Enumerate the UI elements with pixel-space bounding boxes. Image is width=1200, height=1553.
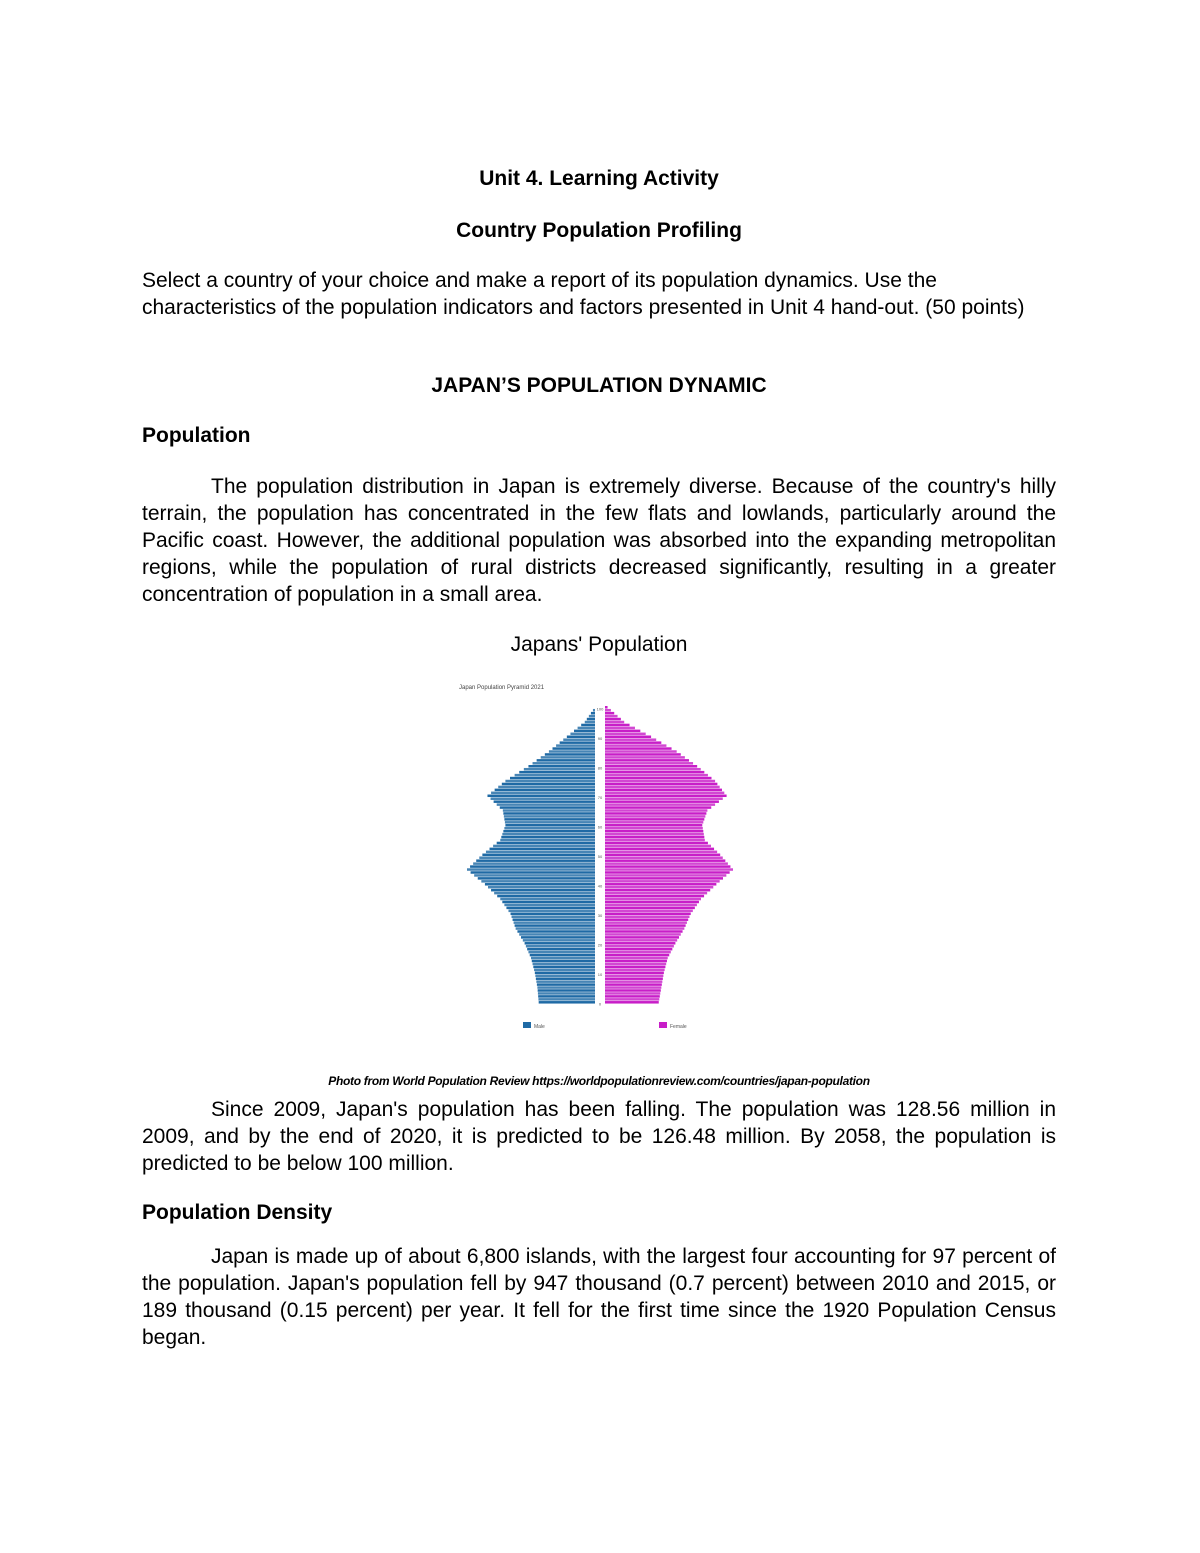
female-bar	[605, 880, 720, 883]
female-bar	[605, 750, 677, 753]
female-bar	[605, 812, 706, 815]
female-bar	[605, 818, 704, 821]
male-bar	[503, 812, 595, 815]
male-bar	[493, 845, 595, 848]
male-bar	[528, 765, 595, 768]
age-tick-label: 40	[597, 883, 603, 889]
male-bar	[510, 777, 595, 780]
female-bar	[605, 783, 717, 786]
female-bar	[605, 939, 677, 942]
female-bar	[605, 936, 679, 939]
female-bar	[605, 786, 720, 789]
chart-title: Japan Population Pyramid 2021	[459, 685, 545, 691]
chart-legend	[523, 1022, 687, 1030]
female-bar	[605, 759, 689, 762]
female-bar	[605, 756, 685, 759]
male-bar	[578, 727, 595, 730]
report-title: JAPAN’S POPULATION DYNAMIC	[431, 374, 767, 397]
female-bar	[605, 966, 665, 969]
female-bar	[605, 942, 675, 945]
female-bar	[605, 733, 646, 736]
male-bar	[530, 954, 595, 957]
male-bar	[504, 818, 595, 821]
female-bar	[605, 777, 711, 780]
female-bar	[605, 907, 695, 910]
population-heading: Population	[142, 424, 251, 447]
female-bar	[605, 727, 635, 730]
male-bar	[553, 747, 595, 750]
female-bar	[605, 824, 702, 827]
male-bar	[511, 913, 595, 916]
male-bar	[505, 821, 595, 824]
male-bar	[500, 839, 595, 842]
male-bar	[505, 824, 595, 827]
male-bar	[532, 960, 595, 963]
female-bar	[605, 892, 707, 895]
male-bar	[589, 715, 595, 718]
female-bar	[605, 839, 705, 842]
male-bar	[549, 750, 595, 753]
female-bar	[605, 883, 716, 886]
female-bar	[605, 856, 723, 859]
female-bar	[605, 986, 661, 989]
female-bar	[605, 930, 683, 933]
male-bar	[504, 904, 595, 907]
male-bar	[537, 983, 595, 986]
female-bar	[605, 1001, 659, 1004]
female-bar	[605, 945, 674, 948]
female-bar	[605, 709, 611, 712]
male-bar	[539, 1001, 595, 1004]
female-bar	[605, 951, 671, 954]
female-bar	[605, 877, 723, 880]
male-bar	[470, 865, 595, 868]
male-bar	[585, 721, 595, 724]
instructions-paragraph: Select a country of your choice and make a report of its population dynamics. Use the characteristics of the population indicators and factors presented in Unit 4 hand-out. (50 points)	[142, 269, 1025, 319]
age-tick-label: 0	[598, 1001, 602, 1007]
male-bar	[581, 724, 595, 727]
female-bar	[605, 998, 659, 1001]
female-bar	[605, 842, 708, 845]
female-bar	[605, 827, 703, 830]
female-bar	[605, 969, 665, 972]
female-bar	[605, 780, 715, 783]
legend-female-swatch	[659, 1022, 667, 1028]
female-bar	[605, 995, 660, 998]
male-bar	[485, 883, 595, 886]
female-bar	[605, 803, 715, 806]
male-bar	[536, 980, 595, 983]
female-bar	[605, 963, 666, 966]
male-bar	[515, 774, 595, 777]
male-bars	[467, 709, 595, 1004]
male-bar	[473, 862, 595, 865]
female-bar	[605, 989, 661, 992]
female-bar	[605, 712, 614, 715]
male-bar	[503, 830, 595, 833]
female-bar	[605, 974, 663, 977]
male-bar	[467, 868, 595, 871]
female-bar	[605, 792, 724, 795]
male-bar	[537, 986, 595, 989]
figure-title: Japans' Population	[510, 633, 688, 656]
male-bar	[519, 933, 595, 936]
female-bar	[605, 765, 697, 768]
female-bar	[605, 721, 624, 724]
female-bar	[605, 957, 668, 960]
female-bar	[605, 913, 691, 916]
female-bar	[605, 865, 730, 868]
male-bar	[537, 759, 595, 762]
male-bar	[500, 898, 595, 901]
male-bar	[527, 948, 595, 951]
age-axis	[597, 706, 604, 1006]
legend-male-label: Male	[534, 1024, 545, 1030]
male-bar	[524, 768, 595, 771]
female-bar	[605, 789, 722, 792]
male-bar	[503, 809, 595, 812]
female-bar	[605, 904, 697, 907]
male-bar	[528, 951, 595, 954]
male-bar	[515, 924, 595, 927]
population-distribution-paragraph: The population distribution in Japan is extremely diverse. Because of the country's hilly terrain, the population has concentrated in the few flats and lowlands, particularly around the Pacific coast. However, the additional population was absorbed into the expanding metropolitan regions, while the population of rural districts decreased significantly, resulting in a greater concentration of population in a small area.	[142, 475, 1056, 606]
male-bar	[504, 815, 595, 818]
female-bar	[605, 895, 704, 898]
male-bar	[525, 942, 595, 945]
age-tick-label: 20	[597, 942, 603, 948]
male-bar	[474, 874, 595, 877]
age-tick-label: 100	[596, 706, 604, 712]
male-bar	[505, 780, 595, 783]
male-bar	[481, 880, 595, 883]
male-bar	[494, 800, 595, 803]
female-bar	[605, 806, 711, 809]
legend-female-label: Female	[670, 1024, 687, 1030]
male-bar	[541, 756, 595, 759]
male-bar	[538, 989, 595, 992]
female-bar	[605, 901, 699, 904]
female-bar	[605, 868, 733, 871]
male-bar	[488, 886, 595, 889]
male-bar	[574, 730, 595, 733]
age-tick-label: 50	[597, 853, 603, 859]
male-bar	[535, 972, 595, 975]
male-bar	[593, 709, 595, 712]
female-bar	[605, 797, 723, 800]
female-bar	[605, 948, 672, 951]
male-bar	[567, 736, 595, 739]
male-bar	[479, 856, 595, 859]
female-bar	[605, 933, 681, 936]
male-bar	[591, 712, 595, 715]
female-bar	[605, 774, 708, 777]
male-bar	[506, 907, 595, 910]
male-bar	[538, 995, 595, 998]
population-pyramid-figure	[455, 666, 745, 1046]
female-bar	[605, 715, 618, 718]
female-bar	[605, 992, 660, 995]
age-tick-label: 80	[597, 765, 603, 771]
age-tick-label: 30	[597, 912, 603, 918]
female-bar	[605, 815, 705, 818]
male-bar	[487, 795, 595, 798]
male-bar	[514, 921, 595, 924]
female-bar	[605, 830, 703, 833]
male-bar	[508, 910, 595, 913]
female-bar	[605, 848, 714, 851]
female-bar	[605, 851, 717, 854]
male-bar	[516, 927, 595, 930]
female-bar	[605, 736, 651, 739]
female-bar	[605, 724, 630, 727]
female-bar	[605, 771, 704, 774]
male-bar	[556, 744, 595, 747]
male-bar	[545, 753, 595, 756]
male-bar	[491, 797, 595, 800]
female-bar	[605, 910, 693, 913]
population-density-heading: Population Density	[142, 1201, 333, 1224]
male-bar	[478, 877, 595, 880]
male-bar	[471, 871, 595, 874]
male-bar	[502, 783, 595, 786]
male-bar	[490, 848, 595, 851]
female-bar	[605, 874, 726, 877]
male-bar	[535, 974, 595, 977]
male-bar	[570, 733, 595, 736]
male-bar	[501, 836, 595, 839]
male-bar	[563, 738, 595, 741]
female-bar	[605, 918, 688, 921]
female-bar	[605, 977, 663, 980]
population-pyramid-chart	[455, 666, 745, 1046]
male-bar	[534, 969, 595, 972]
age-tick-label: 90	[597, 735, 603, 741]
female-bar	[605, 730, 640, 733]
female-bar	[605, 862, 728, 865]
male-bar	[495, 789, 595, 792]
female-bar	[605, 854, 720, 857]
female-bar	[605, 744, 666, 747]
female-bar	[605, 706, 608, 709]
unit-title: Unit 4. Learning Activity	[479, 167, 719, 190]
male-bar	[500, 806, 595, 809]
male-bar	[512, 915, 595, 918]
male-bar	[538, 992, 595, 995]
male-bar	[494, 892, 595, 895]
female-bar	[605, 821, 703, 824]
female-bar	[605, 738, 656, 741]
male-bar	[533, 963, 595, 966]
female-bar	[605, 833, 704, 836]
female-bar	[605, 927, 684, 930]
female-bar	[605, 718, 621, 721]
female-bar	[605, 795, 727, 798]
population-density-paragraph: Japan is made up of about 6,800 islands, with the largest four accounting for 97 percent of the population. Japan's population fell by 947 thousand (0.7 percent) between 2010 and 2015, or 189 thousand (0.15 percent) per year. It fell for the first time since the 1920 Population Census began.	[142, 1245, 1056, 1349]
male-bar	[533, 966, 595, 969]
male-bar	[521, 936, 595, 939]
male-bar	[536, 977, 595, 980]
male-bar	[497, 803, 595, 806]
male-bar	[497, 895, 595, 898]
female-bar	[605, 747, 672, 750]
female-bar	[605, 954, 669, 957]
female-bar	[605, 980, 662, 983]
male-bar	[513, 918, 595, 921]
male-bar	[498, 786, 595, 789]
male-bar	[533, 762, 595, 765]
female-bar	[605, 886, 713, 889]
female-bar	[605, 845, 711, 848]
female-bar	[605, 809, 707, 812]
male-bar	[517, 930, 595, 933]
male-bar	[491, 889, 595, 892]
male-bar	[504, 827, 595, 830]
female-bars	[605, 706, 733, 1004]
female-bar	[605, 898, 701, 901]
male-bar	[502, 901, 595, 904]
figure-caption: Photo from World Population Review https://worldpopulationreview.com/countries/japan-population	[328, 1074, 870, 1088]
male-bar	[476, 859, 595, 862]
female-bar	[605, 741, 661, 744]
female-bar	[605, 915, 689, 918]
female-bar	[605, 924, 686, 927]
female-bar	[605, 800, 719, 803]
female-bar	[605, 768, 701, 771]
female-bar	[605, 753, 681, 756]
female-bar	[605, 960, 667, 963]
female-bar	[605, 762, 693, 765]
female-bar	[605, 972, 664, 975]
male-bar	[523, 939, 595, 942]
male-bar	[482, 854, 595, 857]
female-bar	[605, 871, 730, 874]
female-bar	[605, 921, 687, 924]
male-bar	[587, 718, 595, 721]
female-bar	[605, 859, 725, 862]
male-bar	[538, 998, 595, 1001]
male-bar	[519, 771, 595, 774]
male-bar	[531, 957, 595, 960]
male-bar	[497, 842, 595, 845]
female-bar	[605, 889, 710, 892]
female-bar	[605, 836, 704, 839]
age-tick-label: 60	[597, 824, 603, 830]
male-bar	[502, 833, 595, 836]
male-bar	[560, 741, 595, 744]
population-decline-paragraph: Since 2009, Japan's population has been falling. The population was 128.56 million in 2009, and by the end of 2020, it is predicted to be 126.48 million. By 2058, the population is predicted to be below 100 million.	[142, 1098, 1056, 1175]
activity-title: Country Population Profiling	[456, 219, 742, 242]
male-bar	[486, 851, 595, 854]
male-bar	[491, 792, 595, 795]
age-tick-label: 10	[597, 971, 603, 977]
age-tick-label: 70	[597, 794, 603, 800]
male-bar	[526, 945, 595, 948]
legend-male-swatch	[523, 1022, 531, 1028]
female-bar	[605, 983, 662, 986]
